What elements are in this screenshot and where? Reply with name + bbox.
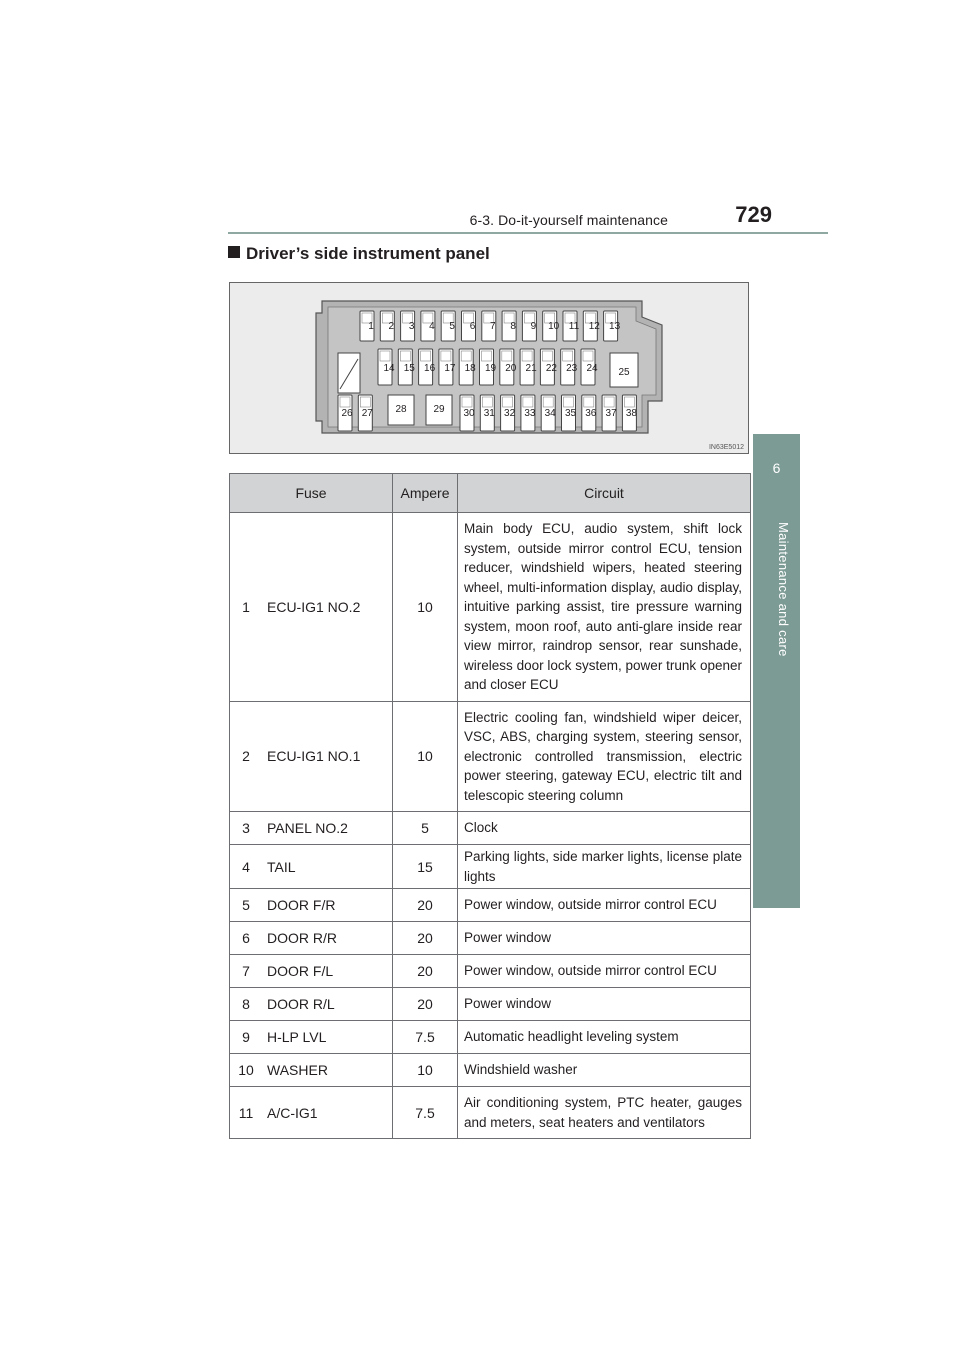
fuse-label: 33 [524,408,536,419]
fuse-name: ECU-IG1 NO.1 [262,701,393,812]
fuse-circuit: Windshield washer [458,1054,751,1087]
fuse-label: 34 [544,408,556,419]
fuse-label: 25 [618,367,630,378]
fuse-number: 8 [230,988,263,1021]
fuse-label: 31 [483,408,495,419]
page-header [228,204,772,234]
table-row [230,1087,751,1139]
fuse-circuit: Power window [458,922,751,955]
chapter-side-tab [753,434,800,908]
fuse-label: 26 [341,408,353,419]
fuse-number: 10 [230,1054,263,1087]
table-row [230,922,751,955]
fuse-label: 21 [525,363,537,374]
fuse-number: 7 [230,955,263,988]
fuse-label: 17 [444,363,456,374]
fuse-name: DOOR R/L [262,988,393,1021]
fuse-name: H-LP LVL [262,1021,393,1054]
fuse-label: 7 [490,321,496,332]
fuse-name: DOOR F/R [262,889,393,922]
fuse-number: 5 [230,889,263,922]
diagram-code: IN63E5012 [708,444,744,451]
fuse-circuit: Automatic headlight leveling system [458,1021,751,1054]
fuse-ampere: 20 [393,988,458,1021]
fuse-box-diagram [229,282,749,454]
section-subheading [228,244,490,264]
table-row [230,513,751,702]
fuse-label: 29 [433,404,445,415]
header-ampere: Ampere [393,474,458,513]
fuse-label: 2 [388,321,395,332]
table-row [230,988,751,1021]
fuse-ampere: 10 [393,701,458,812]
fuse-ampere: 5 [393,812,458,845]
fuse-label: 3 [408,321,415,332]
fuse-label: 28 [395,404,407,415]
fuse-label: 12 [588,321,600,332]
header-rule [228,232,828,234]
fuse-number: 2 [230,701,263,812]
fuse-label: 4 [429,321,435,332]
fuse-ampere: 15 [393,845,458,889]
fuse-label: 10 [548,321,560,332]
fuse-name: PANEL NO.2 [262,812,393,845]
fuse-circuit: Power window [458,988,751,1021]
fuse-label: 8 [510,321,516,332]
table-header-row [230,474,751,513]
fuse-label: 1 [368,321,374,332]
table-row [230,955,751,988]
fuse-ampere: 7.5 [393,1021,458,1054]
fuse-label: 24 [586,363,598,374]
subheading-text: Driver’s side instrument panel [246,244,490,263]
fuse-table [229,473,751,1139]
fuse-label: 22 [545,363,557,374]
fuse-label: 30 [463,408,475,419]
fuse-name: TAIL [262,845,393,889]
fuse-name: A/C-IG1 [262,1087,393,1139]
fuse-label: 18 [464,363,476,374]
table-row [230,889,751,922]
fuse-label: 11 [568,321,580,332]
fuse-label: 32 [504,408,516,419]
table-row [230,1021,751,1054]
fuse-circuit: Clock [458,812,751,845]
fuse-label: 38 [625,408,637,419]
section-title: 6-3. Do-it-yourself maintenance [469,212,668,228]
fuse-label: 6 [469,321,476,332]
fuse-label: 16 [424,363,436,374]
fuse-label: 5 [449,321,455,332]
fuse-label: 13 [609,321,621,332]
fuse-name: WASHER [262,1054,393,1087]
table-row [230,812,751,845]
fuse-label: 19 [484,363,497,374]
fuse-label: 20 [505,363,517,374]
table-row [230,845,751,889]
bullet-square-icon [228,246,240,258]
fuse-ampere: 20 [393,922,458,955]
fuse-label: 14 [383,363,395,374]
fuse-circuit: Power window, outside mirror control ECU [458,955,751,988]
fuse-number: 9 [230,1021,263,1054]
fuse-ampere: 7.5 [393,1087,458,1139]
fuse-label: 36 [585,408,597,419]
fuse-ampere: 20 [393,889,458,922]
fuse-ampere: 10 [393,513,458,702]
table-row [230,701,751,812]
fuse-box-drawing [230,283,750,455]
fuse-circuit: Air conditioning system, PTC heater, gauges and meters, seat heaters and ventilators [458,1087,751,1139]
table-row [230,1054,751,1087]
fuse-number: 11 [230,1087,263,1139]
fuse-circuit: Parking lights, side marker lights, license plate lights [458,845,751,889]
fuse-ampere: 20 [393,955,458,988]
fuse-number: 4 [230,845,263,889]
fuse-label: 35 [564,408,577,419]
chapter-number: 6 [772,460,781,476]
page-number: 729 [735,202,772,227]
header-circuit: Circuit [458,474,751,513]
chapter-label: Maintenance and care [776,522,791,657]
header-fuse: Fuse [230,474,393,513]
fuse-circuit: Power window, outside mirror control ECU [458,889,751,922]
fuse-number: 3 [230,812,263,845]
fuse-circuit: Electric cooling fan, windshield wiper deicer, VSC, ABS, charging system, steering sensor, electronic controlled transmission, electric power steering, gateway ECU, electric tilt and telescopic steering column [458,701,751,812]
fuse-name: DOOR R/R [262,922,393,955]
fuse-label: 23 [566,363,578,374]
fuse-label: 27 [361,408,373,419]
fuse-name: DOOR F/L [262,955,393,988]
fuse-number: 6 [230,922,263,955]
fuse-name: ECU-IG1 NO.2 [262,513,393,702]
fuse-label: 9 [530,321,537,332]
fuse-number: 1 [230,513,263,702]
fuse-label: 15 [403,363,415,374]
fuse-circuit: Main body ECU, audio system, shift lock system, outside mirror control ECU, tension reducer, windshield wipers, heated steering wheel, multi-information display, audio display, intuitive parking assist, tire pressure warning system, moon roof, auto anti-glare inside rear view mirror, raindrop sensor, rear sunshade, wireless door lock system, power trunk opener and closer ECU [458,513,751,702]
fuse-ampere: 10 [393,1054,458,1087]
fuse-label: 37 [605,408,617,419]
